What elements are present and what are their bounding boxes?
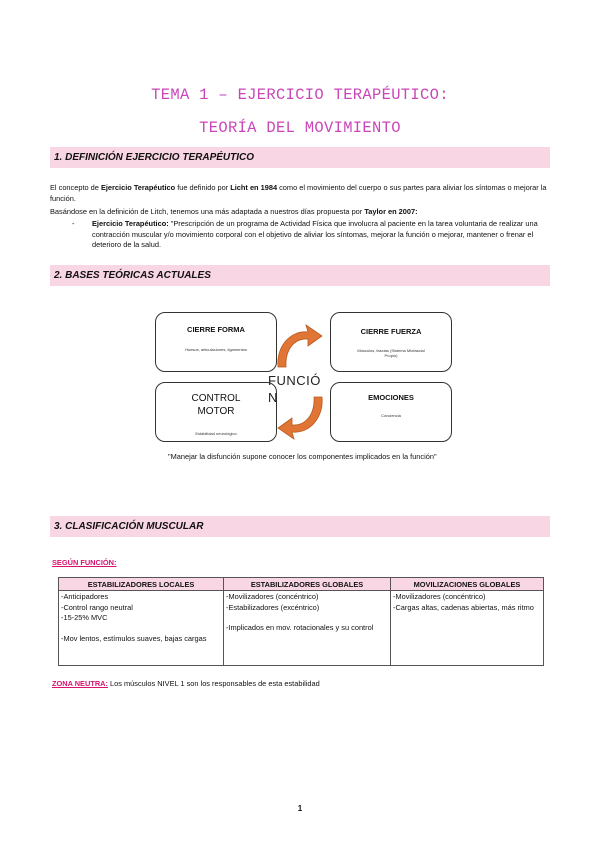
box-title: CIERRE FORMA bbox=[187, 325, 245, 334]
bullet-definition: Ejercicio Terapéutico: "Prescripción de un programa de Actividad Física que involucra al paciente en la tarea voluntaria de realizar una contracción muscular y/o movimiento corporal con el objetivo de aliviar los síntomas, mejorar la función o mejorar, mantener o frenar el deterioro de la salud. bbox=[92, 219, 538, 249]
page-title: TEMA 1 – EJERCICIO TERAPÉUTICO: bbox=[151, 86, 449, 104]
section-heading-clasificacion: 3. CLASIFICACIÓN MUSCULAR bbox=[50, 516, 550, 537]
diagram-quote: "Manejar la disfunción supone conocer los componentes implicados en la función" bbox=[168, 452, 437, 461]
section-heading-definition: 1. DEFINICIÓN EJERCICIO TERAPÉUTICO bbox=[50, 147, 550, 168]
box-subtitle: Estabilidad neurológico bbox=[195, 431, 237, 436]
box-cierre-forma bbox=[155, 312, 277, 372]
box-emociones bbox=[330, 382, 452, 442]
page-number: 1 bbox=[297, 804, 303, 813]
box-subtitle: Músculos, fascias (Sistema Miofascial Propio) bbox=[357, 348, 425, 358]
section-heading-bases: 2. BASES TEÓRICAS ACTUALES bbox=[50, 265, 550, 286]
definition-paragraph: El concepto de Ejercicio Terapéutico fue definido por Licht en 1984 como el movimiento del cuerpo o sus partes para aliviar los síntomas o mejorar la función. bbox=[50, 183, 547, 203]
box-control-motor bbox=[155, 382, 277, 442]
table-cell-globales: -Movilizadores (concéntrico) -Estabilizadores (excéntrico) -Implicados en mov. rotacionales y su control bbox=[224, 591, 391, 666]
box-title: CIERRE FUERZA bbox=[360, 327, 422, 336]
taylor-paragraph: Basándose en la definición de Litch, tenemos una más adaptada a nuestros días propuesta por Taylor en 2007: bbox=[50, 207, 418, 216]
center-label-line2: N bbox=[268, 390, 278, 405]
table-header: ESTABILIZADORES LOCALES bbox=[59, 578, 224, 591]
page-subtitle: TEORÍA DEL MOVIMIENTO bbox=[199, 119, 401, 137]
box-cierre-fuerza bbox=[330, 312, 452, 372]
box-title: EMOCIONES bbox=[368, 393, 414, 402]
subheading-segun-funcion: SEGÚN FUNCIÓN: bbox=[52, 558, 117, 567]
bullet-marker: - bbox=[72, 219, 75, 228]
box-title-line1: CONTROL bbox=[191, 393, 241, 404]
table-header: ESTABILIZADORES GLOBALES bbox=[224, 578, 391, 591]
box-subtitle: Huesos, articulaciones, ligamentos bbox=[185, 347, 247, 352]
center-label-line1: FUNCIÓ bbox=[268, 373, 321, 388]
box-title-line2: MOTOR bbox=[197, 406, 235, 417]
box-subtitle: Conciencia bbox=[381, 413, 401, 418]
zona-neutra-note: ZONA NEUTRA: Los músculos NIVEL 1 son los responsables de esta estabilidad bbox=[52, 679, 320, 688]
table-header: MOVILIZACIONES GLOBALES bbox=[391, 578, 544, 591]
muscle-classification-table bbox=[58, 577, 544, 666]
table-cell-locales: -Anticipadores -Control rango neutral -15-25% MVC -Mov lentos, estímulos suaves, bajas cargas bbox=[59, 591, 224, 666]
table-cell-movilizaciones: -Movilizadores (concéntrico) -Cargas altas, cadenas abiertas, más ritmo bbox=[391, 591, 544, 666]
